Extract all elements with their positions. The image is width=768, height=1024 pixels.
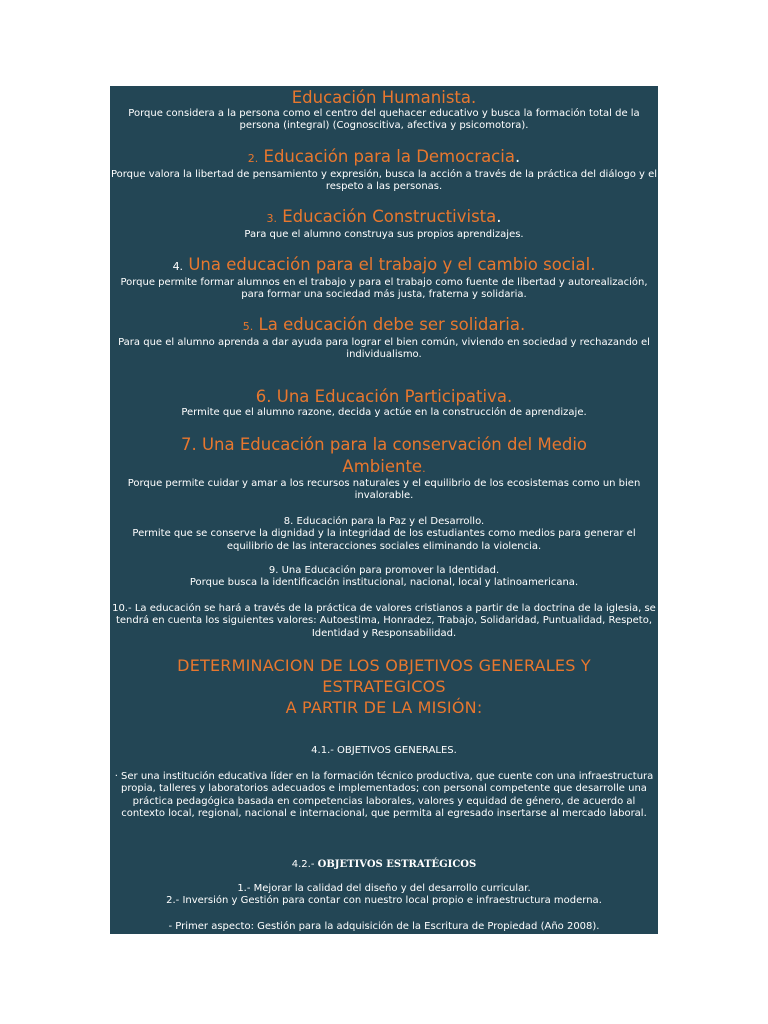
item-text: Porque busca la identificación institucional, nacional, local y latinoamericana. [189, 577, 579, 589]
item-text: Porque permite formar alumnos en el trabajo y para el trabajo como fuente de libertad y autorealización, para formar una sociedad más justa, fraterna y solidaria. [120, 277, 648, 301]
item-text: Porque valora la libertad de pensamiento y expresión, busca la acción a través de la práctica del diálogo y el respeto a las personas. [110, 169, 658, 193]
item-title: 7. Una Educación para la conservación del Medio Ambiente. [180, 435, 587, 476]
item-title: Educación Humanista. [291, 88, 477, 107]
item-text: Permite que el alumno razone, decida y actúe en la construcción de aprendizaje. [181, 407, 587, 418]
item-title: 8. Educación para la Paz y el Desarrollo. [283, 516, 485, 527]
item-medio-ambiente [110, 434, 658, 480]
item-paz [110, 516, 658, 553]
item-democracia [110, 147, 658, 194]
item-constructivista [110, 207, 658, 241]
item-title: 3. Educación Constructivista. [266, 207, 502, 226]
item-text: 10.- La educación se hará a través de la práctica de valores cristianos a partir de la doctrina de la iglesia, se tendrá en cuenta los siguientes valores: Autoestima, Honradez, Trabajo, Solidaridad, Puntualidad, Respeto, Identidad y Responsabilidad. [112, 603, 656, 639]
section-title-line2: A PARTIR DE LA MISIÓN: [285, 698, 483, 717]
item-solidaria [110, 315, 658, 362]
general-objectives-heading: 4.1.- OBJETIVOS GENERALES. [311, 745, 457, 756]
item-title: 5. La educación debe ser solidaria. [242, 315, 526, 334]
item-title: 2. Educación para la Democracia. [247, 147, 521, 166]
item-humanista [110, 88, 658, 133]
item-participativa [110, 387, 658, 419]
item-text: Porque considera a la persona como el centro del quehacer educativo y busca la formación total de la persona (integral) (Cognoscitiva, afectiva y psicomotora). [128, 108, 640, 132]
section-title-line1: DETERMINACION DE LOS OBJETIVOS GENERALES Y ESTRATEGICOS [177, 656, 591, 696]
strategic-objectives-aspect [110, 921, 658, 933]
item-title: 6. Una Educación Participativa. [255, 387, 513, 406]
general-objectives-text: · Ser una institución educativa líder en la formación técnico productiva, que cuente con una infraestructura propia, talleres y laboratorios adecuados e implementados; con personal competente que desarrolle una práctica pedagógica basada en competencias laborales, valores y equidad de género, de acuerdo al contexto local, regional, nacional e internacional, que permita al egresado insertarse al mercado laboral. [114, 771, 654, 820]
item-medio-ambiente-text: Porque permite cuidar y amar a los recursos naturales y el equilibrio de los ecosistemas como un bien invalorable. [127, 478, 641, 502]
item-text: Permite que se conserve la dignidad y la integridad de los estudiantes como medios para generar el equilibrio de las interacciones sociales eliminando la violencia. [132, 528, 636, 552]
section-heading [110, 655, 658, 718]
strategic-objectives-heading: 4.2.- OBJETIVOS ESTRATÉGICOS [291, 859, 477, 870]
strategic-line-2: 2.- Inversión y Gestión para contar con nuestro local propio e infraestructura moderna. [166, 895, 602, 907]
document-panel [110, 86, 658, 934]
item-valores [110, 603, 658, 640]
item-text: Para que el alumno aprenda a dar ayuda para lograr el bien común, viviendo en sociedad y rechazando el individualismo. [118, 337, 650, 361]
strategic-line-1: 1.- Mejorar la calidad del diseño y del desarrollo curricular. [237, 883, 531, 894]
item-text: Para que el alumno construya sus propios aprendizajes. [244, 229, 524, 240]
item-identidad [110, 565, 658, 590]
item-trabajo [110, 255, 658, 302]
item-title: 4. Una educación para el trabajo y el cambio social. [172, 255, 596, 274]
strategic-objectives-list [110, 883, 658, 908]
item-title: 9. Una Educación para promover la Identidad. [268, 565, 500, 576]
strategic-line-3: - Primer aspecto: Gestión para la adquisición de la Escritura de Propiedad (Año 2008). [168, 921, 600, 932]
